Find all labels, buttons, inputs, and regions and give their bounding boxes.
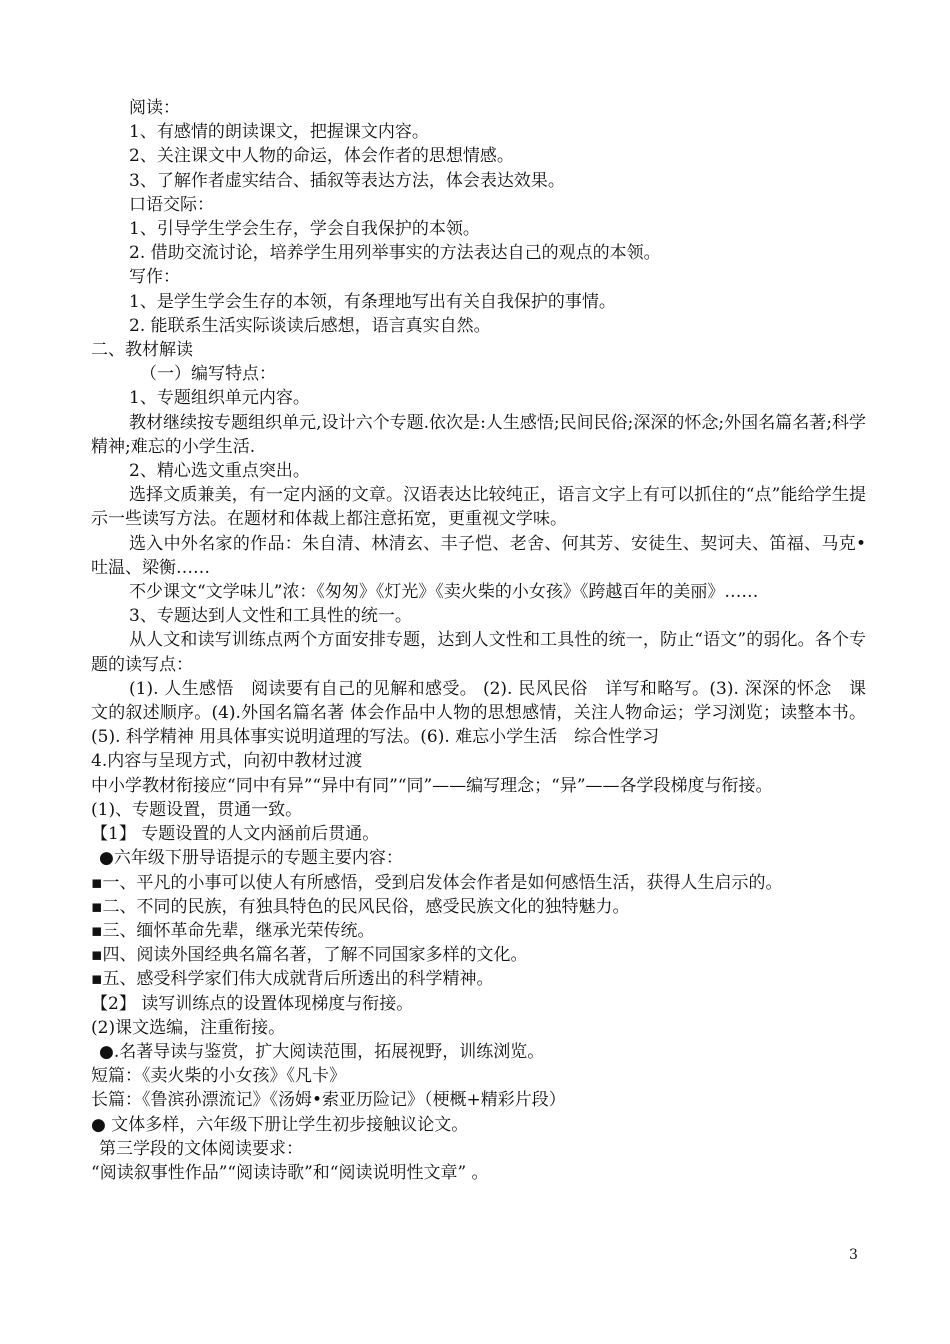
- paragraph: 选择文质兼美，有一定内涵的文章。汉语表达比较纯正，语言文字上有可以抓住的“点”能给学生提示一些读写方法。在题材和体裁上都注意拓宽，更重视文学味。: [91, 485, 866, 530]
- text-line: 【1】 专题设置的人文内涵前后贯通。: [91, 824, 380, 845]
- text-line: 2、关注课文中人物的命运，体会作者的思想情感。: [129, 146, 514, 167]
- heading-writing: 写作：: [129, 267, 180, 288]
- list-item: ▪五、感受科学家们伟大成就背后所透出的科学精神。: [91, 969, 494, 990]
- heading-reading: 阅读：: [129, 98, 180, 118]
- text-line: 1、是学生学会生存的本领，有条理地写出有关自我保护的事情。: [129, 291, 616, 312]
- text-line: 不少课文“文学味儿”浓：《匆匆》《灯光》《卖火柴的小女孩》《跨越百年的美丽》……: [129, 582, 759, 603]
- text-line: (2)课文选编，注重衔接。: [91, 1017, 286, 1038]
- text-line: 1、引导学生学会生存，学会自我保护的本领。: [129, 219, 480, 240]
- text-line: 短篇：《卖火柴的小女孩》《凡卡》: [91, 1066, 346, 1087]
- page-number: 3: [849, 1247, 858, 1263]
- bullet-line: ●.名著导读与鉴赏，扩大阅读范围，拓展视野，训练浏览。: [99, 1041, 545, 1062]
- bullet-line: ● 文体多样，六年级下册让学生初步接触议论文。: [91, 1114, 469, 1135]
- subsection-heading: （一）编写特点：: [140, 364, 276, 385]
- list-item: ▪四、阅读外国经典名篇名著，了解不同国家多样的文化。: [91, 945, 528, 966]
- list-item: ▪一、平凡的小事可以使人有所感悟，受到启发体会作者是如何感悟生活，获得人生启示的。: [91, 872, 783, 893]
- paragraph: (1). 人生感悟 阅读要有自己的见解和感受。 (2). 民风民俗 详写和略写。(3). 深深的怀念 课文的叙述顺序。(4).外国名篇名著 体会作品中人物的思想感情，关注人物命运；学习浏览；读整本书。(5). 科学精神 用具体事实说明道理的写法。(6). 难忘小学生活 综合性学习: [91, 678, 866, 748]
- text-line: 1、专题组织单元内容。: [129, 388, 310, 409]
- text-line: 2. 借助交流讨论，培养学生用列举事实的方法表达自己的观点的本领。: [129, 243, 661, 264]
- paragraph: 选入中外名家的作品：朱自清、林清玄、丰子恺、老舍、何其芳、安徒生、契诃夫、笛福、马克• 吐温、梁衡……: [91, 533, 866, 578]
- text-line: 第三学段的文体阅读要求：: [99, 1138, 303, 1159]
- text-line: 3、了解作者虚实结合、插叙等表达方法，体会表达效果。: [129, 170, 565, 191]
- text-line: “阅读叙事性作品”“阅读诗歌”和“阅读说明性文章” 。: [91, 1162, 489, 1183]
- list-item: ▪二、不同的民族，有独具特色的民风民俗，感受民族文化的独特魅力。: [91, 896, 630, 917]
- paragraph: 教材继续按专题组织单元,设计六个专题.依次是:人生感悟;民间民俗;深深的怀念;外国名篇名著;科学精神;难忘的小学生活.: [91, 412, 866, 457]
- text-line: 2. 能联系生活实际谈读后感想，语言真实自然。: [129, 315, 491, 336]
- bullet-line: ●六年级下册导语提示的专题主要内容：: [99, 848, 403, 869]
- list-item: ▪三、缅怀革命先辈，继承光荣传统。: [91, 920, 375, 941]
- text-line: (1)、专题设置，贯通一致。: [91, 799, 303, 820]
- text-line: 【2】 读写训练点的设置体现梯度与衔接。: [91, 993, 414, 1014]
- document-body: [91, 96, 866, 1185]
- paragraph: 中小学教材衔接应“同中有异”“异中有同”“同”——编写理念；“异”——各学段梯度与衔接。: [91, 775, 773, 796]
- text-line: 1、有感情的朗读课文，把握课文内容。: [129, 122, 429, 143]
- section-heading: 二、教材解读: [91, 340, 193, 361]
- text-line: 2、精心选文重点突出。: [129, 461, 310, 482]
- text-line: 3、专题达到人文性和工具性的统一。: [129, 606, 412, 627]
- heading-oral: 口语交际：: [129, 194, 214, 215]
- paragraph: 从人文和读写训练点两个方面安排专题，达到人文性和工具性的统一，防止“语文”的弱化。各个专题的读写点：: [91, 630, 866, 675]
- text-line: 4.内容与呈现方式，向初中教材过渡: [91, 751, 363, 772]
- text-line: 长篇：《鲁滨孙漂流记》《汤姆•索亚历险记》（梗概+精彩片段）: [91, 1090, 566, 1111]
